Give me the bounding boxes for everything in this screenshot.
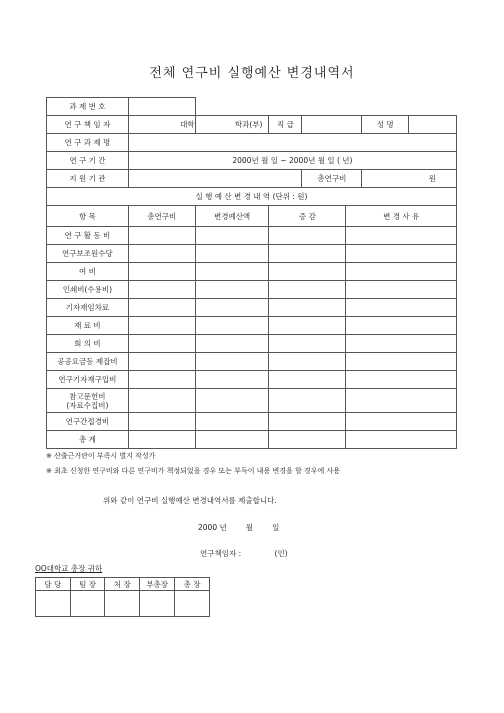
row-label: 연구기자재구입비 <box>47 371 129 389</box>
changed-cell[interactable] <box>195 371 269 389</box>
total-cell[interactable] <box>128 245 195 263</box>
submit-text: 위와 같이 연구비 실행예산 변경내역서를 제출합니다. <box>103 496 277 505</box>
changed-cell[interactable] <box>195 431 269 449</box>
total-cell[interactable] <box>128 431 195 449</box>
reason-cell[interactable] <box>346 227 457 245</box>
table-row <box>47 335 457 353</box>
col-item: 항 목 <box>47 206 129 227</box>
diff-cell[interactable] <box>269 371 346 389</box>
total-cell[interactable] <box>128 299 195 317</box>
task-name-value[interactable] <box>128 134 456 152</box>
diff-cell[interactable] <box>269 431 346 449</box>
approval-table <box>35 577 210 617</box>
diff-cell[interactable] <box>269 227 346 245</box>
approval-sign-box[interactable] <box>175 591 210 617</box>
reason-cell[interactable] <box>346 353 457 371</box>
changed-cell[interactable] <box>195 353 269 371</box>
approval-sign-box[interactable] <box>105 591 140 617</box>
reason-cell[interactable] <box>346 299 457 317</box>
reason-cell[interactable] <box>346 371 457 389</box>
diff-cell[interactable] <box>269 353 346 371</box>
diff-cell[interactable] <box>269 281 346 299</box>
diff-cell[interactable] <box>269 317 346 335</box>
reason-cell[interactable] <box>346 389 457 413</box>
signer-line: 연구책임자 : (인) <box>200 549 288 558</box>
approval-role: 총 장 <box>175 578 210 591</box>
changed-cell[interactable] <box>195 335 269 353</box>
agency-label: 지 원 기 관 <box>47 170 129 188</box>
table-row <box>47 263 457 281</box>
total-cell[interactable] <box>128 353 195 371</box>
reason-cell[interactable] <box>346 431 457 449</box>
row-label: 기자재임차료 <box>47 299 129 317</box>
diff-cell[interactable] <box>269 413 346 431</box>
table-row <box>47 245 457 263</box>
detail-title: 실 행 예 산 변 경 내 역 (단위 : 원) <box>47 188 457 206</box>
table-row <box>47 299 457 317</box>
total-cell[interactable] <box>128 281 195 299</box>
row-label: 총 계 <box>47 431 129 449</box>
univ-label: 대학 <box>128 116 195 134</box>
table-row <box>47 389 457 413</box>
row-label: 연구간접경비 <box>47 413 129 431</box>
reason-cell[interactable] <box>346 413 457 431</box>
row-label: 여 비 <box>47 263 129 281</box>
approval-role: 처 장 <box>105 578 140 591</box>
col-total: 총연구비 <box>128 206 195 227</box>
diff-cell[interactable] <box>269 245 346 263</box>
changed-cell[interactable] <box>195 389 269 413</box>
reason-cell[interactable] <box>346 245 457 263</box>
total-cell[interactable] <box>128 413 195 431</box>
diff-cell[interactable] <box>269 389 346 413</box>
period-value[interactable]: 2000년 월 일 ~ 2000년 월 일 ( 년) <box>128 152 456 170</box>
total-cell[interactable] <box>128 317 195 335</box>
col-diff: 증 감 <box>269 206 346 227</box>
total-cost-label: 총연구비 <box>302 170 362 188</box>
reason-cell[interactable] <box>346 317 457 335</box>
row-label: 참고문헌비 (자료수집비) <box>47 389 129 413</box>
changed-cell[interactable] <box>195 245 269 263</box>
diff-cell[interactable] <box>269 335 346 353</box>
agency-value[interactable] <box>128 170 302 188</box>
row-label: 재 료 비 <box>47 317 129 335</box>
total-cell[interactable] <box>128 227 195 245</box>
total-cell[interactable] <box>128 335 195 353</box>
reason-cell[interactable] <box>346 335 457 353</box>
table-row <box>47 281 457 299</box>
note-2: ※ 최초 신청한 연구비와 다른 연구비가 책정되었을 경우 또는 부득이 내용 변경을 할 경우에 사용 <box>46 467 340 475</box>
changed-cell[interactable] <box>195 413 269 431</box>
note-1: ※ 산출근거란이 부족시 별지 작성가 <box>46 452 156 460</box>
col-changed: 변경예산액 <box>195 206 269 227</box>
position-value[interactable] <box>302 116 362 134</box>
table-row <box>47 371 457 389</box>
budget-change-form <box>46 97 457 449</box>
approval-role: 부총장 <box>140 578 175 591</box>
document-title: 전체 연구비 실행예산 변경내역서 <box>149 66 355 81</box>
dept-label: 학과(부) <box>195 116 269 134</box>
table-row <box>47 413 457 431</box>
position-label: 직 급 <box>269 116 302 134</box>
total-cell[interactable] <box>128 263 195 281</box>
date-line: 2000 년 월 일 <box>198 523 280 532</box>
diff-cell[interactable] <box>269 299 346 317</box>
table-row <box>47 317 457 335</box>
task-name-label: 연 구 과 제 명 <box>47 134 129 152</box>
changed-cell[interactable] <box>195 263 269 281</box>
changed-cell[interactable] <box>195 227 269 245</box>
table-row <box>47 353 457 371</box>
changed-cell[interactable] <box>195 317 269 335</box>
row-label: 회 의 비 <box>47 335 129 353</box>
row-label: 연 구 활 동 비 <box>47 227 129 245</box>
changed-cell[interactable] <box>195 281 269 299</box>
row-label: 공공요금등 제잡비 <box>47 353 129 371</box>
researcher-label: 연 구 책 임 자 <box>47 116 129 134</box>
changed-cell[interactable] <box>195 299 269 317</box>
reason-cell[interactable] <box>346 281 457 299</box>
task-no-label: 과 제 번 호 <box>47 98 129 116</box>
table-row <box>47 431 457 449</box>
total-cell[interactable] <box>128 371 195 389</box>
total-cell[interactable] <box>128 389 195 413</box>
approval-sign-box[interactable] <box>140 591 175 617</box>
reason-cell[interactable] <box>346 263 457 281</box>
won-label: 원 <box>362 170 457 188</box>
approval-role: 담 당 <box>36 578 71 591</box>
diff-cell[interactable] <box>269 263 346 281</box>
row-label: 연구보조원수당 <box>47 245 129 263</box>
name-value[interactable] <box>409 116 457 134</box>
period-label: 연 구 기 간 <box>47 152 129 170</box>
table-row <box>47 227 457 245</box>
name-label: 성 명 <box>362 116 409 134</box>
row-label: 인쇄비(수용비) <box>47 281 129 299</box>
task-no-value[interactable] <box>128 98 195 116</box>
col-reason: 변 경 사 유 <box>346 206 457 227</box>
approval-role: 팀 장 <box>70 578 105 591</box>
approval-sign-box[interactable] <box>70 591 105 617</box>
addressee: OO대학교 총장 귀하 <box>35 564 103 573</box>
approval-sign-box[interactable] <box>36 591 71 617</box>
